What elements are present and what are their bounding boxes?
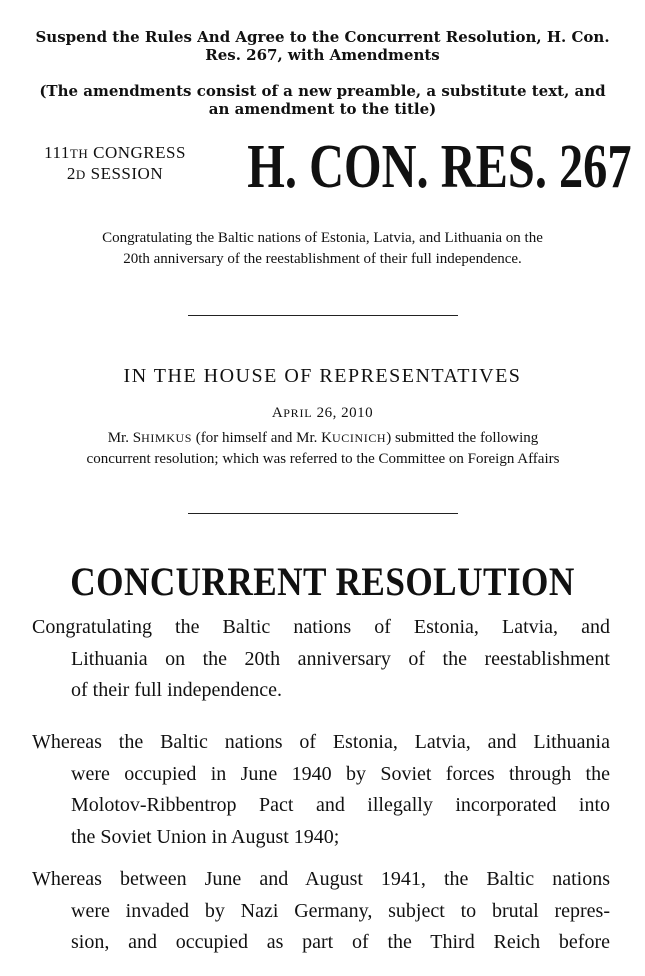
title-line: Congratulating the Baltic nations of Estonia, Latvia, and: [32, 616, 610, 638]
amend-line-2: an amendment to the title): [208, 100, 437, 118]
title-line: of their full independence.: [71, 679, 283, 701]
sponsor-middle: (for himself and Mr. K: [192, 430, 332, 446]
amend-line-1: (The amendments consist of a new preamble, a substitute text, and: [39, 82, 606, 100]
amendment-note: [20, 82, 625, 118]
whereas-line: the Soviet Union in August 1940;: [71, 825, 340, 848]
whereas-line: sion, and occupied as part of the Third Reich before: [71, 931, 610, 953]
congress-number: 111: [44, 143, 70, 162]
bill-caption: [30, 228, 615, 270]
introduction-date: [0, 405, 645, 422]
suspend-line-1: Suspend the Rules And Agree to the Concurrent Resolution, H. Con.: [35, 28, 610, 46]
whereas-line: were occupied in June 1940 by Soviet forces through the: [71, 762, 610, 785]
resolution-number-title: H. CON. RES. 267: [247, 133, 632, 201]
date-day-year: 26, 2010: [312, 405, 374, 421]
congress-suffix: TH: [69, 146, 89, 161]
session-word: SESSION: [90, 164, 164, 183]
session-number: 2: [66, 164, 76, 183]
caption-line-2: 20th anniversary of the reestablishment of their full independence.: [123, 251, 522, 267]
date-initial: A: [271, 405, 284, 421]
congress-word: CONGRESS: [93, 143, 186, 162]
congress-line: [30, 143, 200, 164]
whereas-line: were invaded by Nazi Germany, subject to brutal repres-: [71, 899, 610, 922]
sponsor-statement: [28, 428, 618, 470]
whereas-line: Whereas the Baltic nations of Estonia, Latvia, and Lithuania: [32, 731, 610, 753]
sponsor-name-1: HIMKUS: [141, 431, 193, 445]
suspend-line-2: Res. 267, with Amendments: [205, 46, 440, 64]
sponsor-name-2: UCINICH: [332, 431, 387, 445]
title-line: Lithuania on the 20th anniversary of the reestablishment: [71, 647, 610, 670]
house-heading: IN THE HOUSE OF REPRESENTATIVES: [123, 365, 522, 387]
divider-rule: [188, 315, 458, 316]
sponsor-line-1: [28, 428, 618, 449]
congress-session-block: [30, 143, 200, 185]
whereas-line: Molotov-Ribbentrop Pact and illegally incorporated into: [71, 794, 610, 816]
date-month-rest: PRIL: [283, 406, 313, 420]
divider-rule-2: [188, 513, 458, 514]
session-suffix: D: [75, 167, 86, 182]
whereas-line: Whereas between June and August 1941, the Baltic nations: [32, 868, 610, 890]
session-line: [30, 164, 200, 185]
resolution-title-paragraph: [32, 612, 610, 707]
sponsor-line-2: concurrent resolution; which was referred to the Committee on Foreign Affairs: [86, 451, 560, 467]
sponsor-prefix-1: Mr. S: [107, 430, 142, 446]
concurrent-resolution-heading: CONCURRENT RESOLUTION: [70, 559, 575, 604]
suspend-rules-header: [20, 28, 625, 64]
caption-line-1: Congratulating the Baltic nations of Estonia, Latvia, and Lithuania on the: [102, 230, 543, 246]
whereas-clause-2: [32, 864, 610, 959]
whereas-clause-1: [32, 727, 610, 853]
sponsor-end: ) submitted the following: [386, 430, 539, 446]
